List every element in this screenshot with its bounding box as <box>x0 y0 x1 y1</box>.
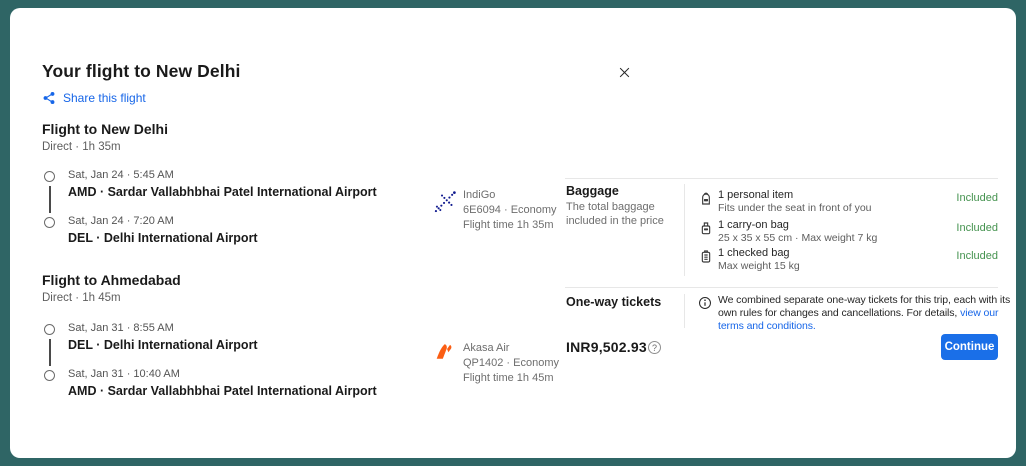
baggage-top-divider <box>565 178 998 179</box>
baggage-item-status: Included <box>956 222 998 234</box>
baggage-item-title: 1 checked bag <box>718 247 790 259</box>
carrier1-flight-time: Flight time 1h 35m <box>463 219 554 231</box>
leg2-departure-airport: DEL · Delhi International Airport <box>68 338 258 352</box>
baggage-item-title: 1 personal item <box>718 189 794 201</box>
leg2-arrival-time: Sat, Jan 31 · 10:40 AM <box>68 368 180 380</box>
close-icon <box>617 65 632 80</box>
baggage-item-status: Included <box>956 192 998 204</box>
baggage-item-detail: Max weight 15 kg <box>718 260 800 272</box>
timeline-stop-icon <box>44 217 55 228</box>
baggage-item-detail: Fits under the seat in front of you <box>718 202 872 214</box>
leg1-summary: Direct · 1h 35m <box>42 141 121 153</box>
close-button[interactable] <box>611 59 637 85</box>
leg2-departure-time: Sat, Jan 31 · 8:55 AM <box>68 322 174 334</box>
carrier1-name: IndiGo <box>463 189 496 201</box>
one-way-message-text: We combined separate one-way tickets for this trip, each with its own rules for changes and cancellations. For details, <box>718 294 1011 319</box>
leg2-heading: Flight to Ahmedabad <box>42 272 181 288</box>
timeline-stop-icon <box>44 171 55 182</box>
baggage-item-detail: 25 x 35 x 55 cm · Max weight 7 kg <box>718 232 878 244</box>
timeline-connector <box>49 186 51 213</box>
baggage-subtitle: The total baggage included in the price <box>566 201 664 227</box>
price-amount: INR9,502.93 <box>566 339 647 355</box>
baggage-title: Baggage <box>566 184 619 198</box>
one-way-tickets-title: One-way tickets <box>566 295 662 309</box>
leg1-arrival-airport: DEL · Delhi International Airport <box>68 231 258 245</box>
timeline-connector <box>49 339 51 366</box>
baggage-item-title: 1 carry-on bag <box>718 219 789 231</box>
share-flight-link[interactable] <box>42 91 146 105</box>
leg1-departure-time: Sat, Jan 24 · 5:45 AM <box>68 169 174 181</box>
indigo-logo-icon <box>432 188 459 220</box>
one-way-vertical-divider <box>684 294 685 328</box>
terms-and-conditions-link[interactable]: view our terms and conditions. <box>718 307 999 332</box>
carrier1-flight-number: 6E6094 · Economy <box>463 204 557 216</box>
share-flight-label: Share this flight <box>63 91 146 105</box>
leg1-heading: Flight to New Delhi <box>42 121 168 137</box>
page-title: Your flight to New Delhi <box>42 61 241 81</box>
baggage-vertical-divider <box>684 184 685 276</box>
leg2-arrival-airport: AMD · Sardar Vallabhbhai Patel International Airport <box>68 384 377 398</box>
leg1-departure-airport: AMD · Sardar Vallabhbhai Patel International Airport <box>68 185 377 199</box>
carrier2-name: Akasa Air <box>463 342 510 354</box>
share-icon <box>42 91 56 105</box>
carrier2-flight-number: QP1402 · Economy <box>463 357 559 369</box>
akasa-air-logo-icon <box>434 340 457 368</box>
one-way-tickets-message <box>718 294 1014 333</box>
timeline-stop-icon <box>44 370 55 381</box>
continue-button[interactable]: Continue <box>941 334 998 360</box>
price-info-button[interactable] <box>648 341 661 354</box>
carry-on-bag-icon <box>698 220 714 241</box>
carrier2-flight-time: Flight time 1h 45m <box>463 372 554 384</box>
baggage-item-status: Included <box>956 250 998 262</box>
leg2-summary: Direct · 1h 45m <box>42 292 121 304</box>
flight-details-modal <box>10 8 1016 458</box>
one-way-top-divider <box>565 287 998 288</box>
personal-item-backpack-icon <box>698 190 714 211</box>
leg1-arrival-time: Sat, Jan 24 · 7:20 AM <box>68 215 174 227</box>
info-icon <box>697 295 713 316</box>
timeline-stop-icon <box>44 324 55 335</box>
checked-bag-icon <box>698 248 714 269</box>
question-mark-icon: ? <box>651 342 657 353</box>
